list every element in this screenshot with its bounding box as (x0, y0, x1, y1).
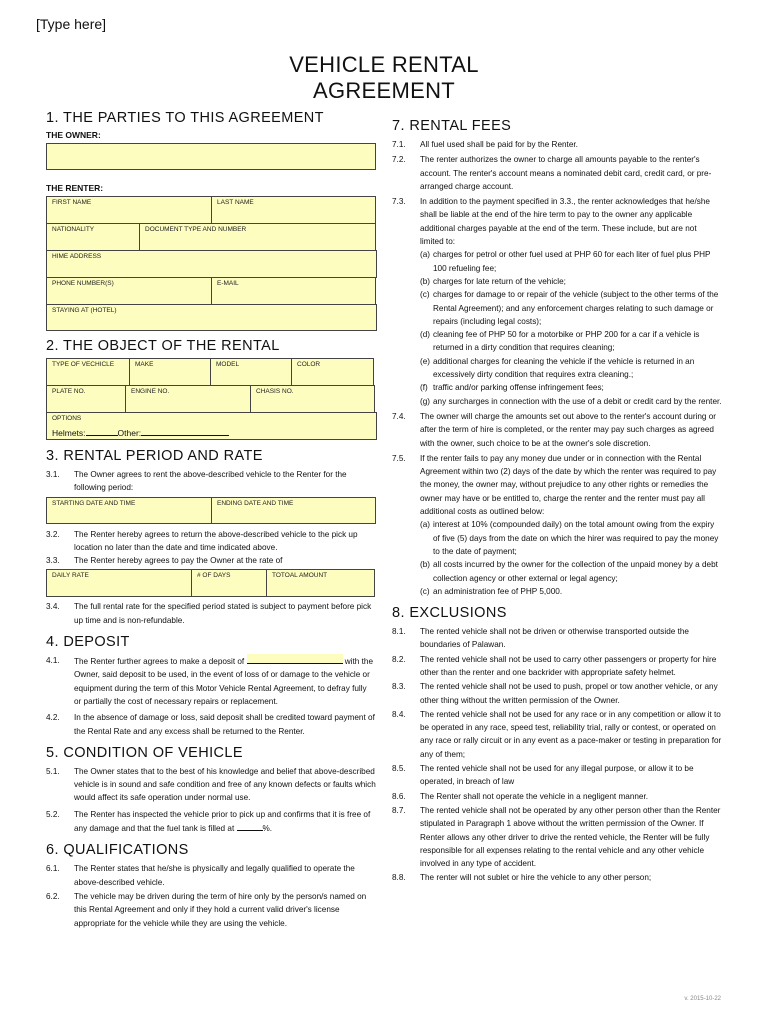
home-address-label: HIME ADDRESS (52, 253, 102, 260)
model-field[interactable] (210, 358, 292, 386)
clause-text: The rented vehicle shall not be driven or otherwise transported outside the boundaries of Palawan. (420, 627, 689, 650)
section-8-title: 8. EXCLUSIONS (392, 605, 507, 622)
clause-text: The rented vehicle shall not be used to push, propel or tow another vehicle, or any other thing without the written permission of the Owner. (420, 682, 718, 705)
item-letter: (e) (420, 356, 431, 366)
clause-number: 8.1. (392, 627, 406, 637)
clause-8-5 (392, 762, 722, 789)
penalty-items (392, 518, 722, 598)
right-column (392, 118, 722, 885)
engine-label: ENGINE NO. (131, 388, 170, 395)
document-title (0, 52, 768, 104)
item-text: an administration fee of PHP 5,000. (433, 586, 563, 596)
clause-number: 5.1. (46, 766, 60, 776)
document-label: DOCUMENT TYPE AND NUMBER (145, 226, 247, 233)
clause-number: 7.4. (392, 411, 406, 421)
list-item (392, 395, 722, 408)
first-name-field[interactable] (46, 196, 212, 224)
title-line-2: AGREEMENT (312, 78, 456, 103)
days-label: # OF DAYS (197, 572, 231, 580)
rate-table (46, 569, 376, 596)
section-1-title: 1. THE PARTIES TO THIS AGREEMENT (46, 110, 324, 126)
make-label: MAKE (135, 361, 154, 368)
clause-text: The rented vehicle shall not be used for any illegal purpose, or allow it to be operated, in breach of law (420, 764, 694, 787)
version-footer: v. 2015-10-22 (684, 996, 721, 1002)
clause-text: The renter authorizes the owner to charge all amounts payable to the renter's account. The renter's account means a nominated debit card, credit card, or pre-arranged charge account. (420, 155, 712, 191)
clause-text: %. (262, 824, 273, 834)
staying-at-label: STAYING AT (HOTEL) (52, 307, 117, 314)
list-item (392, 558, 722, 585)
plate-label: PLATE NO. (52, 388, 86, 395)
clause-text: The rented vehicle shall not be used to carry other passengers or property for hire other than the renter and one backrider with appropriate safety helmet. (420, 654, 717, 677)
clause-7-3 (392, 195, 722, 248)
clause-5-2 (46, 808, 376, 836)
home-address-field[interactable] (46, 250, 377, 278)
vehicle-type-field[interactable] (46, 358, 130, 386)
clause-text: The Renter further agrees to make a deposit of (74, 657, 245, 667)
clause-number: 8.4. (392, 709, 406, 719)
first-name-label: FIRST NAME (52, 199, 92, 206)
clause-number: 8.5. (392, 764, 406, 774)
clause-7-4 (392, 410, 722, 450)
item-letter: (a) (420, 520, 431, 530)
plate-field[interactable] (46, 385, 126, 413)
clause-text: In addition to the payment specified in 3.3., the renter acknowledges that he/she shall be liable at the end of the hire term to pay to the owner any applicable additional charges payable at the end of the term. These include, but are not limited to: (420, 197, 710, 247)
clause-number: 8.7. (392, 805, 406, 815)
item-text: any surcharges in connection with the use of a debit or credit card by the renter. (433, 396, 722, 406)
item-text: charges for late return of the vehicle; (433, 276, 566, 286)
model-label: MODEL (216, 361, 240, 368)
end-date-field[interactable] (211, 497, 376, 524)
helmets-label: Helmets: (52, 428, 86, 438)
clause-text: The Owner states that to the best of his knowledge and belief that above-described vehicle is in sound and safe condition and free of any known defects or faults which would affect its safe operation under normal use. (74, 766, 376, 803)
clause-3-2 (46, 528, 376, 555)
clause-number: 6.2. (46, 891, 60, 901)
email-label: E-MAIL (217, 280, 239, 287)
clause-3-1 (46, 468, 376, 495)
section-2-title: 2. THE OBJECT OF THE RENTAL (46, 338, 280, 354)
section-6-title: 6. QUALIFICATIONS (46, 842, 189, 859)
item-text: traffic and/or parking offense infringement fees; (433, 383, 604, 393)
last-name-label: LAST NAME (217, 199, 254, 206)
list-item (392, 355, 722, 382)
color-field[interactable] (291, 358, 374, 386)
list-item (392, 328, 722, 355)
start-date-field[interactable] (46, 497, 212, 524)
daily-rate-label: DAILY RATE (52, 572, 89, 580)
item-text: charges for petrol or other fuel used at PHP 60 for each liter of fuel plus PHP 100 refueling fee; (433, 250, 711, 273)
clause-3-4 (46, 600, 376, 627)
clause-number: 7.5. (392, 453, 406, 463)
clause-number: 8.6. (392, 791, 406, 801)
clause-text: All fuel used shall be paid for by the Renter. (420, 140, 578, 149)
owner-field[interactable] (46, 143, 376, 170)
item-letter: (g) (420, 396, 431, 406)
item-text: cleaning fee of PHP 50 for a motorbike or PHP 200 for a car if a vehicle is returned in a dirty condition that requires cleaning; (433, 330, 700, 353)
header-placeholder: [Type here] (36, 16, 107, 32)
clause-8-8 (392, 871, 722, 884)
clause-number: 3.4. (46, 602, 60, 612)
clause-text: The Renter shall not operate the vehicle in a negligent manner. (420, 791, 649, 801)
phone-label: PHONE NUMBER(S) (52, 280, 114, 287)
total-label: TOTOAL AMOUNT (272, 572, 328, 580)
list-item (392, 248, 722, 275)
item-text: charges for damage to or repair of the vehicle (subject to the other terms of the Rental Agreement); and any enforcement charges relating to such damage or repairs (including legal costs); (433, 290, 719, 326)
clause-text: The owner will charge the amounts set out above to the renter's account during or after the term of hire is completed, or the renter may pay such charges as agreed with the owner, such choice to be at the owner's sole discretion. (420, 411, 717, 448)
clause-number: 7.3. (392, 197, 406, 207)
clause-text: The Owner agrees to rent the above-described vehicle to the Renter for the following period: (74, 470, 347, 493)
other-label: Other: (117, 428, 142, 438)
clause-text: The Renter hereby agrees to pay the Owner at the rate of (74, 556, 283, 566)
make-field[interactable] (129, 358, 211, 386)
clause-text: The Renter hereby agrees to return the above-described vehicle to the pick up location no later than the date and time indicated above. (74, 529, 358, 552)
clause-number: 6.1. (46, 864, 60, 874)
clause-7-1 (392, 138, 722, 151)
clause-8-3 (392, 680, 722, 707)
phone-field[interactable] (46, 277, 212, 305)
deposit-blank[interactable] (247, 654, 343, 664)
item-text: additional charges for cleaning the vehicle if the vehicle is returned in an excessively dirty condition that requires extra cleaning.; (433, 356, 695, 380)
clause-number: 4.2. (46, 713, 60, 723)
clause-number: 4.1. (46, 656, 60, 666)
clause-text: If the renter fails to pay any money due under or in connection with the Rental Agreement within two (2) days of the date by which the renter was required to pay the money, the owner may, without prejudice to any other rights or remedies the owner may have or be entitled to, charge the renter and the renter must pay all additional costs as outlined below: (420, 453, 717, 517)
clause-text: The rented vehicle shall not be operated by any other person other than the Renter stipulated in Paragraph 1 above without the written permission of the Owner. If Renter allows any other driver to drive the rented vehicle, the Renter will be fully responsible for all expenses relating to the rental vehicle and any other vehicle involved in any type of accident. (420, 805, 721, 869)
start-date-label: STARTING DATE AND TIME (52, 499, 136, 507)
color-label: COLOR (297, 361, 321, 368)
list-item (392, 275, 722, 288)
chasis-label: CHASIS NO. (256, 388, 294, 395)
clause-text: The rented vehicle shall not be used for any race or in any competition or allow it to be operated in any race, speed test, reliability trial, rally or contest, or operated on any race or rally circuit or in any event as a pace-maker or testing in preparation for any of them; (420, 709, 722, 759)
clause-text: In the absence of damage or loss, said deposit shall be credited toward payment of the Rental Rate and any excess shall be returned to the Renter. (74, 713, 375, 736)
staying-at-field[interactable] (46, 304, 377, 331)
renter-label: THE RENTER: (46, 183, 104, 193)
clause-4-2 (46, 711, 376, 738)
clause-number: 3.3. (46, 556, 60, 566)
clause-number: 3.2. (46, 529, 60, 539)
clause-number: 5.2. (46, 809, 60, 819)
daily-rate-field[interactable] (46, 569, 192, 597)
item-letter: (c) (420, 290, 430, 300)
section-3-title: 3. RENTAL PERIOD AND RATE (46, 448, 263, 464)
clause-6-1 (46, 862, 376, 889)
list-item (392, 381, 722, 394)
options-field[interactable] (46, 412, 377, 440)
clause-text: The Renter has inspected the vehicle prior to pick up and confirms that it is free of any damage and that the fuel tank is filled at (74, 809, 371, 834)
list-item (392, 518, 722, 558)
item-letter: (a) (420, 250, 431, 260)
clause-number: 7.2. (392, 155, 406, 165)
left-column (46, 110, 376, 930)
title-line-1: VEHICLE RENTAL (289, 52, 479, 77)
clause-text: The Renter states that he/she is physically and legally qualified to operate the above-described vehicle. (74, 864, 355, 887)
period-table (46, 497, 376, 523)
list-item (392, 585, 722, 598)
clause-number: 7.1. (392, 140, 406, 149)
helmets-blank[interactable] (86, 426, 118, 436)
other-blank[interactable] (141, 426, 229, 436)
item-text: all costs incurred by the owner for the collection of the unpaid money by a debt collection agency or other external or legal agency; (433, 560, 718, 583)
clause-text: The renter will not sublet or hire the vehicle to any other person; (420, 873, 652, 883)
renter-table (46, 196, 377, 330)
vehicle-type-label: TYPE OF VECHICLE (52, 361, 115, 368)
clause-number: 3.1. (46, 470, 60, 479)
clause-8-7 (392, 804, 722, 870)
clause-text: The vehicle may be driven during the term of hire only by the person/s named on this Rental Agreement and only if they hold a current valid driver's license appropriate for the vehicle while they are using the vehicle. (74, 891, 367, 928)
clause-3-3 (46, 554, 376, 567)
clause-text: The full rental rate for the specified period stated is subject to payment before pick up time and is non-refundable. (74, 602, 372, 625)
nationality-field[interactable] (46, 223, 140, 251)
engine-field[interactable] (125, 385, 251, 413)
item-letter: (c) (420, 586, 430, 596)
section-4-title: 4. DEPOSIT (46, 634, 130, 651)
chasis-field[interactable] (250, 385, 375, 413)
clause-7-2 (392, 153, 722, 193)
fee-items (392, 248, 722, 408)
clause-8-2 (392, 653, 722, 680)
item-letter: (b) (420, 560, 431, 570)
section-5-title: 5. CONDITION OF VEHICLE (46, 744, 243, 761)
clause-8-6 (392, 790, 722, 803)
item-letter: (f) (420, 383, 428, 393)
clause-number: 8.2. (392, 654, 406, 664)
clause-number: 8.8. (392, 873, 406, 883)
last-name-field[interactable] (211, 196, 376, 224)
clause-number: 8.3. (392, 682, 406, 692)
clause-6-2 (46, 890, 376, 930)
clause-5-1 (46, 765, 376, 805)
clause-8-1 (392, 625, 722, 652)
options-label: OPTIONS (52, 415, 82, 422)
days-field[interactable] (191, 569, 267, 597)
owner-label: THE OWNER: (46, 130, 101, 140)
clause-8-4 (392, 708, 722, 761)
item-text: interest at 10% (compounded daily) on the total amount owing from the expiry of five (5) days from the date on which the hirer was required to pay the money to the date of payment; (433, 520, 719, 556)
end-date-label: ENDING DATE AND TIME (217, 499, 294, 507)
vehicle-table (46, 358, 377, 439)
document-field[interactable] (139, 223, 376, 251)
total-field[interactable] (266, 569, 375, 597)
clause-7-5 (392, 452, 722, 518)
clause-4-1 (46, 654, 376, 708)
email-field[interactable] (211, 277, 376, 305)
list-item (392, 288, 722, 328)
item-letter: (b) (420, 276, 431, 286)
item-letter: (d) (420, 330, 431, 340)
section-7-title: 7. RENTAL FEES (392, 118, 512, 134)
clause-text: with the Owner, said deposit to be used, in the event of loss of or damage to the vehicle or equipment during the term of this Motor Vehicle Rental Agreement, to defray fully or partially the cost of necessary repairs or replacement. (74, 657, 373, 706)
fuel-blank[interactable] (237, 821, 263, 831)
nationality-label: NATIONALITY (52, 226, 95, 233)
